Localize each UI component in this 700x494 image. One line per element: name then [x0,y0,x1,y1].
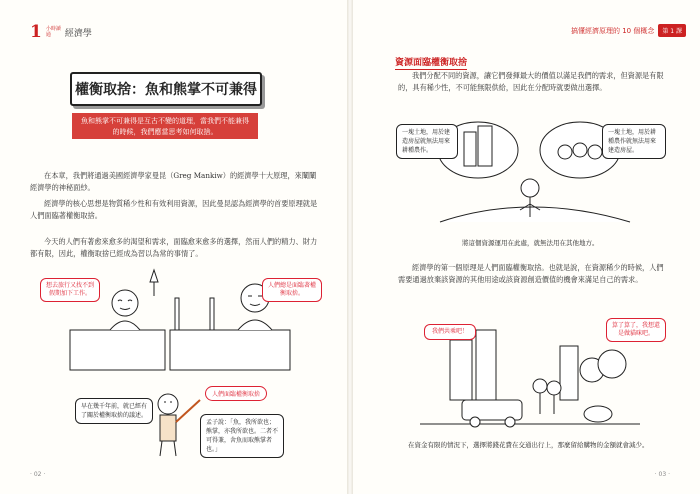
bubble-land-house-text: 一塊土地，用於建造房屋就無法用來耕種農作。 [402,129,451,154]
header-chapter-title: 搞懂經濟原理的 10 個概念 [571,26,655,35]
bubble-mencius-text: 孟子說：「魚，我所欲也；熊掌，亦我所欲也。二者不可得兼，舍魚而取熊掌者也。」 [206,419,279,453]
bubble-carpool [424,324,476,340]
chapter-title: 權衡取捨：魚和熊掌不可兼得 [70,72,262,106]
paragraph-2: 經濟學的核心思想是物質稀少性和有效利用資源，因此曼昆認為經濟學的首要原理就是人們面臨著權衡取捨。 [30,199,318,220]
paragraph-3: 今天的人們有著愈來愈多的渴望和需求，面臨愈來愈多的選擇，然而人們的精力、財力都有限，因此，權衡取捨已經成為習以為常的事情了。 [30,237,318,258]
header-small-text [46,26,61,38]
bubble-dog-text: 算了算了，我想還是做貓咪吧。 [612,322,661,337]
bubble-tradeoff [262,278,322,302]
bubble-carpool-text: 我們共乘吧！ [431,328,468,335]
bubble-history [75,398,153,424]
book-gutter [347,0,353,494]
bubble-land-crop-text: 一塊土地，用於耕種農作就無法用來建造房屋。 [608,129,657,154]
right-page-number: · 03 · [654,471,670,478]
bubble-land-crop [602,124,666,159]
section-heading: 資源面臨權衡取捨 [395,55,467,70]
header-small-2: 通 [45,32,51,38]
header-number: 1 [30,22,42,42]
header-small-1: 小時讀 [45,26,61,32]
caption-land: 將這個資源運用在此處，就無法用在其他地方。 [462,239,599,247]
bubble-mencius [200,414,284,458]
chapter-badge: 第 1 課 [658,24,686,37]
paragraph-1: 在本章，我們將通過美國經濟學家曼昆（Greg Mankiw）的經濟學十大原理，來闡闡經濟學的神秘面紗。 [30,171,317,192]
bubble-tradeoff-text: 人們總是面臨著權衡取捨。 [268,282,317,297]
bubble-travel [40,278,100,302]
caption-transport: 在資金有限的情況下，選擇將錢花費在交通出行上，那麼留給購物的金額就會減少。 [408,441,649,449]
left-page-number: · 02 · [30,471,46,478]
book-header-right [571,24,686,37]
callout-text: 魚和熊掌不可兼得是互古不變的道理，當我們不能兼得的時候，我們應當思考如何取捨。 [81,117,249,136]
bubble-history-text: 早在幾千年前，就已經有了關於權衡取捨的議述。 [81,403,148,419]
bubble-travel-text: 想去旅行又找不到假期加下工作。 [46,282,95,297]
callout-box [72,113,258,139]
right-paragraph-1: 我們分配不同的資源，讓它們發揮最大的價值以滿足我們的需求，但資源是有限的，具有稀少性，不可能無限供給，因此在分配時就要做出選擇。 [398,71,664,92]
bubble-dog [606,318,666,342]
right-paragraph-2: 經濟學的第一個原理是人們面臨權衡取捨。也就是說，在資源稀少的時候，人們需要通過放棄該資源的其他用途或該資源創造價值的機會來滿足自己的需求。 [398,263,664,284]
bubble-land-house [396,124,458,159]
book-header-left [30,22,92,42]
tradeoff-tag: 人們面臨權衡取捨 [205,386,267,401]
header-book-title: 經濟學 [64,28,92,39]
